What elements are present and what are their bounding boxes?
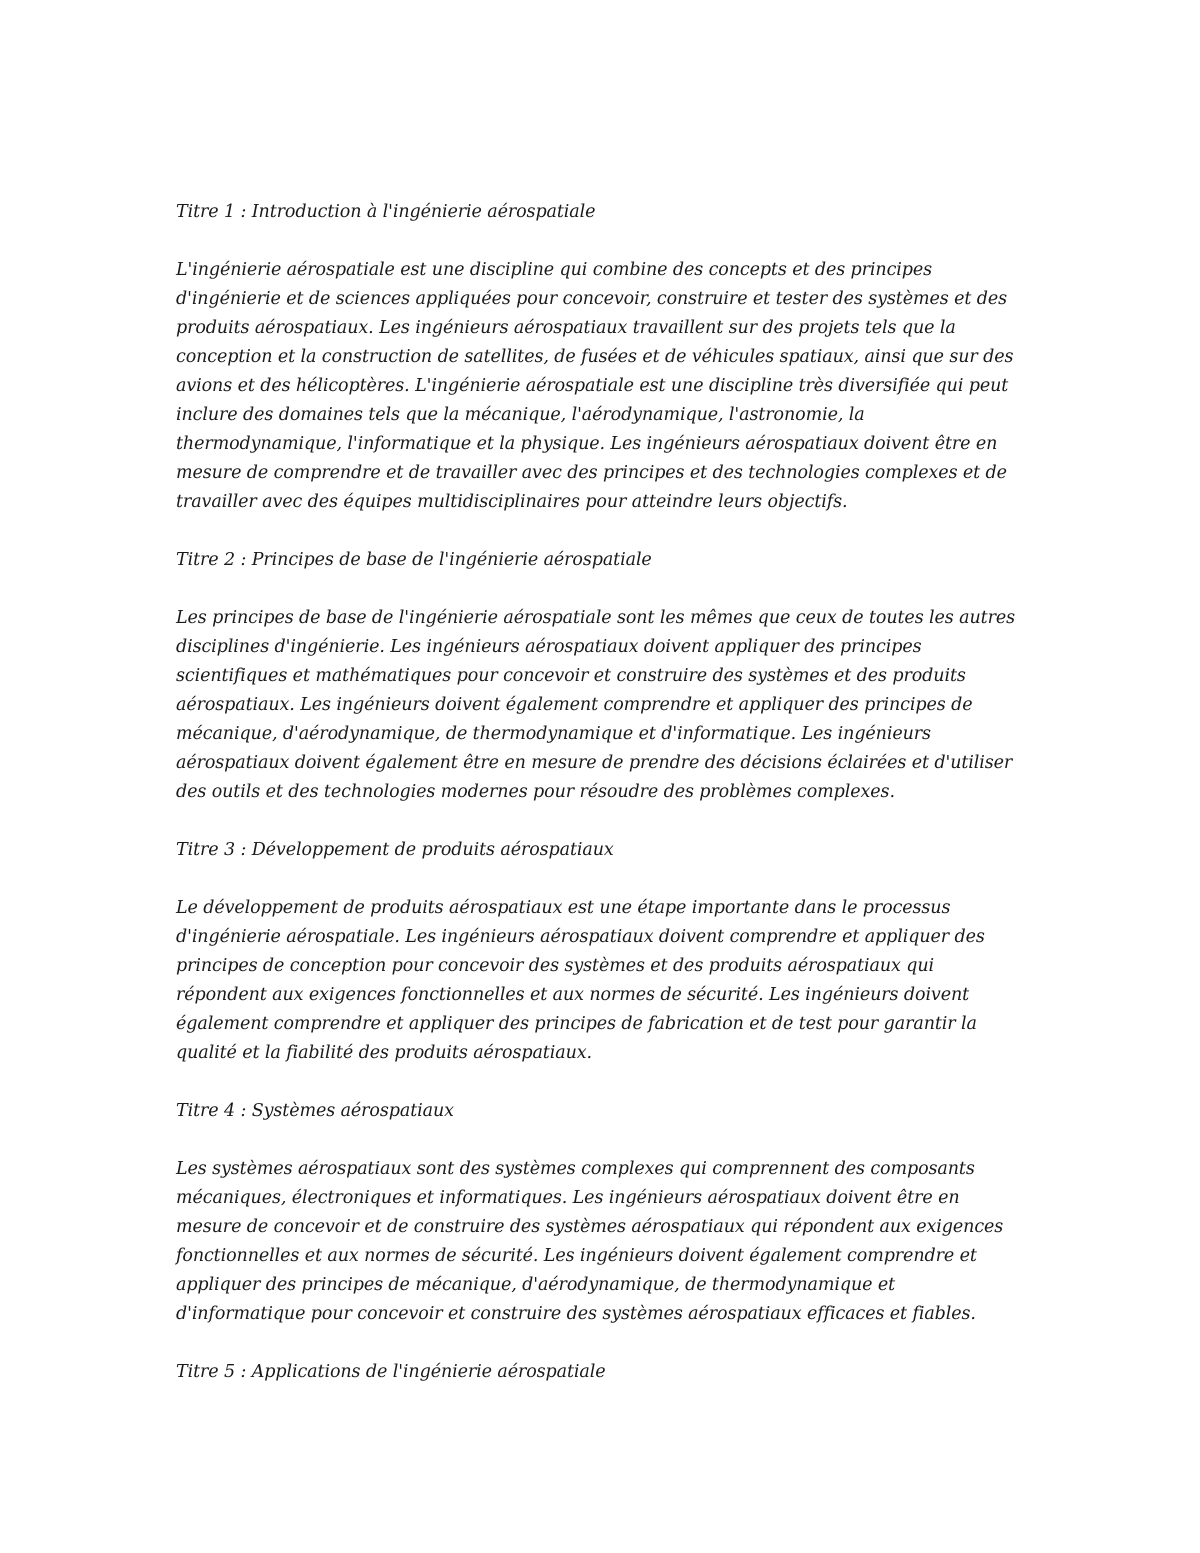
- section-4-heading: Titre 4 : Systèmes aérospatiaux: [176, 1101, 454, 1121]
- document-page: [176, 198, 1026, 1416]
- section-4-body: Les systèmes aérospatiaux sont des systèmes complexes qui comprennent des composants mécaniques, électroniques et informatiques. Les ingénieurs aérospatiaux doivent être en mesure de concevoir et de construire des systèmes aérospatiaux qui répondent aux exigences fonctionnelles et aux normes de sécurité. Les ingénieurs doivent également comprendre et appliquer des principes de mécanique, d'aérodynamique, de thermodynamique et d'informatique pour concevoir et construire des systèmes aérospatiaux efficaces et fiables.: [176, 1159, 1004, 1324]
- section-1-body: L'ingénierie aérospatiale est une discipline qui combine des concepts et des principes d'ingénierie et de sciences appliquées pour concevoir, construire et tester des systèmes et des produits aérospatiaux. Les ingénieurs aérospatiaux travaillent sur des projets tels que la conception et la construction de satellites, de fusées et de véhicules spatiaux, ainsi que sur des avions et des hélicoptères. L'ingénierie aérospatiale est une discipline très diversifiée qui peut inclure des domaines tels que la mécanique, l'aérodynamique, l'astronomie, la thermodynamique, l'informatique et la physique. Les ingénieurs aérospatiaux doivent être en mesure de comprendre et de travailler avec des principes et des technologies complexes et de travailler avec des équipes multidisciplinaires pour atteindre leurs objectifs.: [176, 260, 1014, 512]
- section-3-heading: Titre 3 : Développement de produits aérospatiaux: [176, 840, 614, 860]
- section-2-body: Les principes de base de l'ingénierie aérospatiale sont les mêmes que ceux de toutes les autres disciplines d'ingénierie. Les ingénieurs aérospatiaux doivent appliquer des principes scientifiques et mathématiques pour concevoir et construire des systèmes et des produits aérospatiaux. Les ingénieurs doivent également comprendre et appliquer des principes de mécanique, d'aérodynamique, de thermodynamique et d'informatique. Les ingénieurs aérospatiaux doivent également être en mesure de prendre des décisions éclairées et d'utiliser des outils et des technologies modernes pour résoudre des problèmes complexes.: [176, 608, 1015, 802]
- section-3-body: Le développement de produits aérospatiaux est une étape importante dans le processus d'ingénierie aérospatiale. Les ingénieurs aérospatiaux doivent comprendre et appliquer des principes de conception pour concevoir des systèmes et des produits aérospatiaux qui répondent aux exigences fonctionnelles et aux normes de sécurité. Les ingénieurs doivent également comprendre et appliquer des principes de fabrication et de test pour garantir la qualité et la fiabilité des produits aérospatiaux.: [176, 898, 985, 1063]
- section-1-heading: Titre 1 : Introduction à l'ingénierie aérospatiale: [176, 202, 596, 222]
- section-5-heading: Titre 5 : Applications de l'ingénierie aérospatiale: [176, 1362, 606, 1382]
- section-2-heading: Titre 2 : Principes de base de l'ingénierie aérospatiale: [176, 550, 652, 570]
